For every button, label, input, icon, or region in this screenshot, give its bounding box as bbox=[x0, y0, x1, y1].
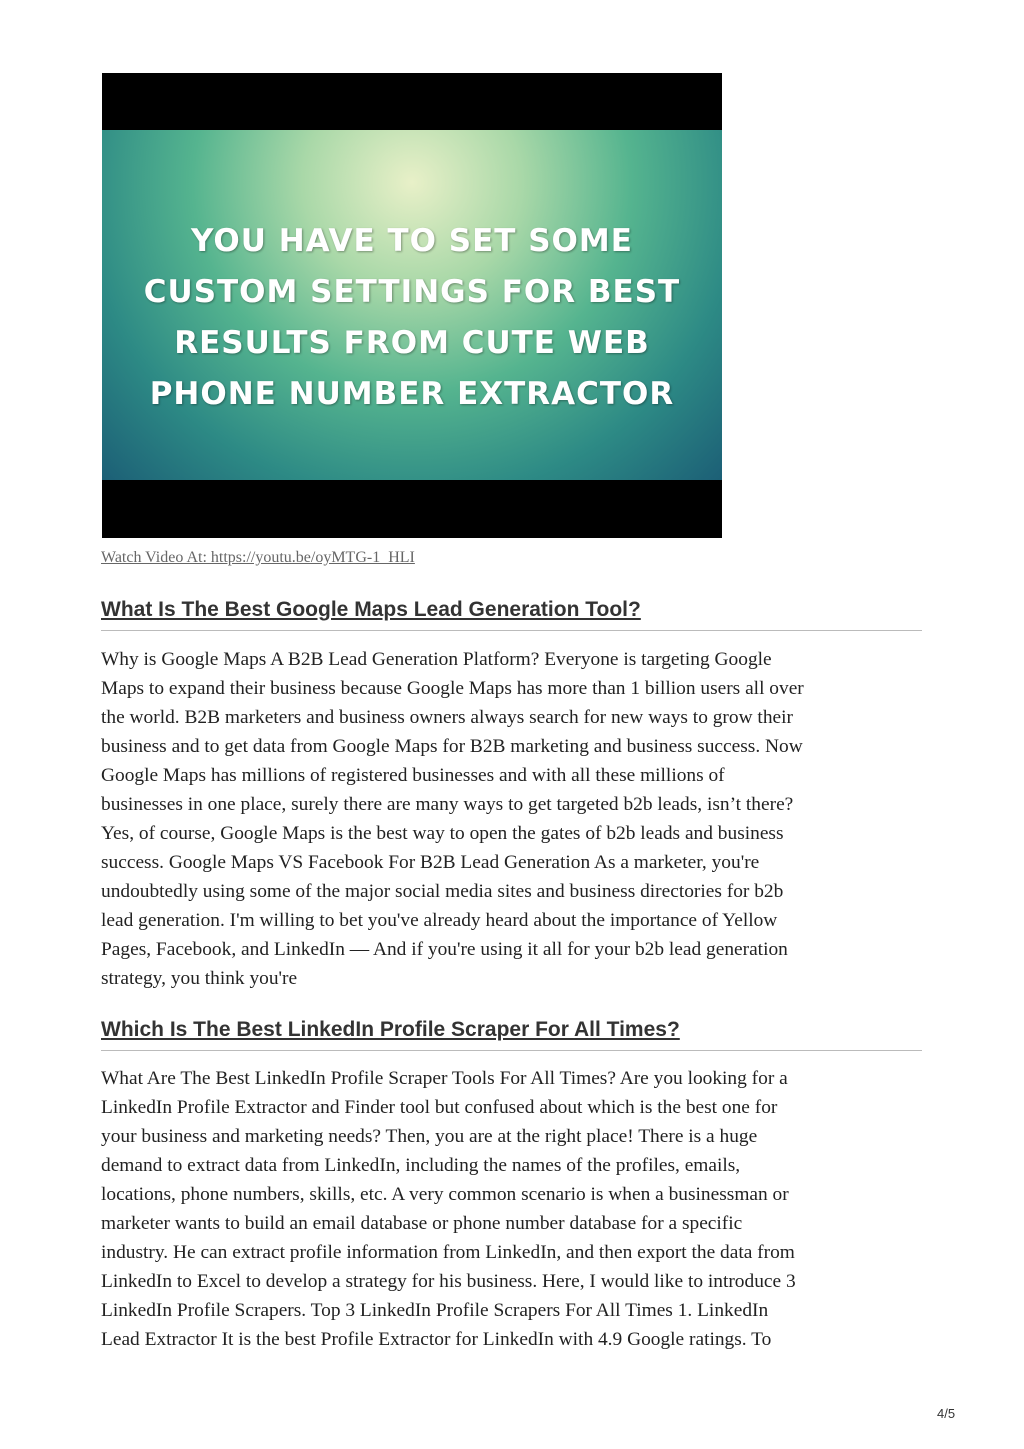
body-line: business and to get data from Google Maps for B2B marketing and business success. Now bbox=[101, 736, 803, 757]
body-line: Maps to expand their business because Google Maps has more than 1 billion users all over bbox=[101, 678, 804, 699]
body-line: marketer wants to build an email database or phone number database for a specific bbox=[101, 1213, 743, 1234]
section-heading-google-maps[interactable]: What Is The Best Google Maps Lead Generation Tool? bbox=[101, 598, 922, 631]
page-number: 4/5 bbox=[937, 1406, 956, 1421]
body-line: industry. He can extract profile information from LinkedIn, and then export the data from bbox=[101, 1242, 795, 1263]
video-caption bbox=[132, 216, 692, 420]
body-line: Lead Extractor It is the best Profile Extractor for LinkedIn with 4.9 Google ratings. To bbox=[101, 1329, 772, 1350]
body-line: Why is Google Maps A B2B Lead Generation Platform? Everyone is targeting Google bbox=[101, 649, 772, 670]
letterbox-top bbox=[102, 73, 722, 130]
body-line: locations, phone numbers, skills, etc. A very common scenario is when a businessman or bbox=[101, 1184, 789, 1205]
body-line: LinkedIn Profile Extractor and Finder tool but confused about which is the best one for bbox=[101, 1097, 778, 1118]
body-line: Pages, Facebook, and LinkedIn — And if you're using it all for your b2b lead generation bbox=[101, 939, 788, 960]
section-body-linkedin bbox=[101, 1064, 923, 1354]
watch-video-link[interactable]: Watch Video At: https://youtu.be/oyMTG-1_HLI bbox=[101, 549, 415, 566]
video-frame bbox=[102, 130, 722, 480]
body-line: businesses in one place, surely there are many ways to get targeted b2b leads, isn’t there? bbox=[101, 794, 794, 815]
body-line: LinkedIn Profile Scrapers. Top 3 LinkedIn Profile Scrapers For All Times 1. LinkedIn bbox=[101, 1300, 769, 1321]
body-line: the world. B2B marketers and business owners always search for new ways to grow their bbox=[101, 707, 793, 728]
body-line: Google Maps has millions of registered businesses and with all these millions of bbox=[101, 765, 725, 786]
body-line: lead generation. I'm willing to bet you've already heard about the importance of Yellow bbox=[101, 910, 778, 931]
body-line: strategy, you think you're bbox=[101, 968, 298, 989]
caption-line: CUSTOM SETTINGS FOR BEST bbox=[143, 274, 681, 310]
body-line: success. Google Maps VS Facebook For B2B Lead Generation As a marketer, you're bbox=[101, 852, 760, 873]
body-line: What Are The Best LinkedIn Profile Scraper Tools For All Times? Are you looking for a bbox=[101, 1068, 788, 1089]
caption-line: YOU HAVE TO SET SOME bbox=[191, 223, 633, 259]
section-body-google-maps bbox=[101, 645, 923, 993]
caption-line: PHONE NUMBER EXTRACTOR bbox=[149, 376, 675, 412]
body-line: your business and marketing needs? Then, you are at the right place! There is a huge bbox=[101, 1126, 758, 1147]
body-line: demand to extract data from LinkedIn, including the names of the profiles, emails, bbox=[101, 1155, 741, 1176]
letterbox-bottom bbox=[102, 480, 722, 538]
video-thumbnail[interactable] bbox=[102, 73, 722, 538]
section-heading-linkedin[interactable]: Which Is The Best LinkedIn Profile Scraper For All Times? bbox=[101, 1018, 922, 1051]
body-line: undoubtedly using some of the major social media sites and business directories for b2b bbox=[101, 881, 784, 902]
body-line: LinkedIn to Excel to develop a strategy for his business. Here, I would like to introduce 3 bbox=[101, 1271, 796, 1292]
body-line: Yes, of course, Google Maps is the best way to open the gates of b2b leads and business bbox=[101, 823, 784, 844]
caption-line: RESULTS FROM CUTE WEB bbox=[174, 325, 650, 361]
